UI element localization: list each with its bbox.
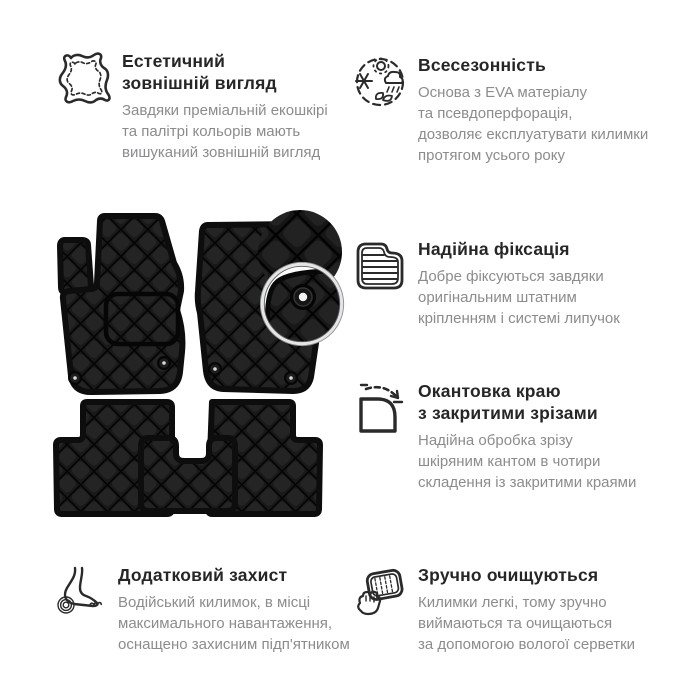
feature-fixation: [352, 238, 682, 329]
grommet: [157, 356, 171, 370]
leather-icon: [56, 50, 112, 106]
feature-extra-protection: [52, 564, 362, 655]
feature-title: Всесезонність: [418, 55, 546, 75]
foot-heel-pad-icon: [52, 564, 108, 620]
all-seasons-icon: [352, 54, 408, 110]
tunnel-mat: [141, 438, 235, 511]
driver-mat: [60, 216, 182, 392]
feature-title: Надійна фіксація: [418, 239, 570, 259]
feature-description: Завдяки преміальній екошкірі та палітрі кольорів мають вишуканий зовнішній вигляд: [122, 102, 328, 161]
feature-title: Естетичний зовнішній вигляд: [122, 51, 277, 93]
hand-cleaning-icon: [352, 564, 408, 620]
heel-pad: [106, 294, 178, 344]
feature-description: Надійна обробка зрізу шкіряним кантом в чотири складення із закритими краями: [418, 432, 637, 491]
feature-description: Добре фіксуються завдяки оригінальним штатним кріпленням і системі липучок: [418, 268, 620, 327]
feature-edge-binding: [352, 380, 682, 493]
feature-description: Килимки легкі, тому зручно виймаються та очищаються за допомогою вологої серветки: [418, 594, 636, 653]
feature-all-seasons: [352, 54, 682, 166]
feature-aesthetic-look: [56, 50, 346, 163]
feature-easy-cleaning: [352, 564, 682, 655]
feature-title: Додатковий захист: [118, 565, 288, 585]
grommet: [208, 362, 222, 376]
feature-description: Основа з EVA матеріалу та псевдоперфорація, дозволяє експлуатувати килимки протягом усього року: [418, 84, 649, 164]
grommet: [284, 371, 298, 385]
feature-title: Зручно очищуються: [418, 565, 599, 585]
grommet: [68, 371, 82, 385]
feature-title: Окантовка краю з закритими зрізами: [418, 381, 598, 423]
edge-fold-icon: [352, 380, 408, 436]
fixation-mat-icon: [352, 238, 408, 294]
mats-product-photo: [25, 195, 360, 550]
feature-description: Водійський килимок, в місці максимального навантаження, оснащено захисним підп'ятником: [118, 594, 350, 653]
